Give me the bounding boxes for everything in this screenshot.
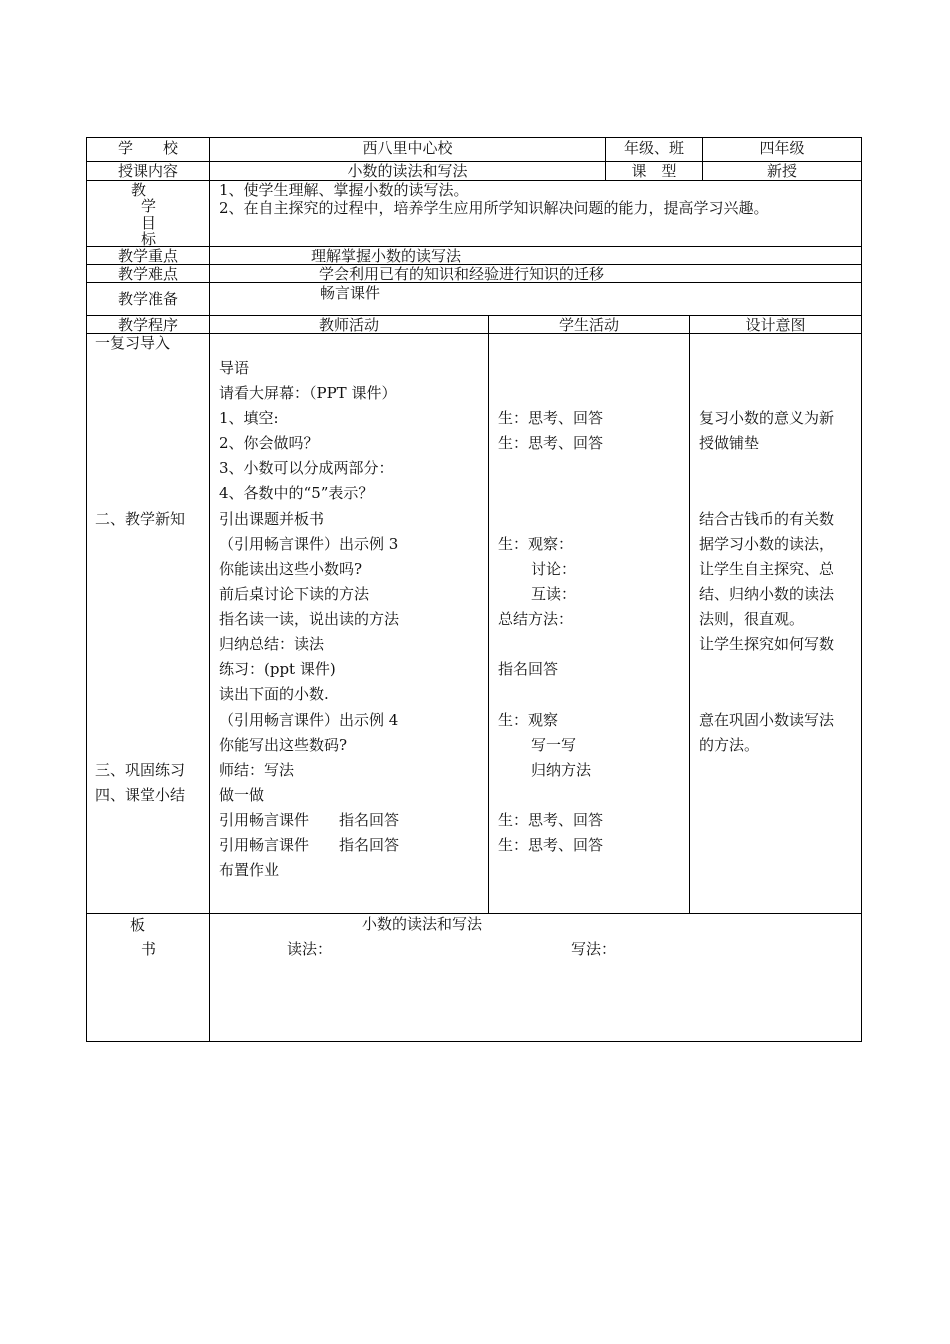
prep-value: 畅言课件 xyxy=(320,284,381,302)
grade-value: 四年级 xyxy=(759,139,805,157)
teacher-line: 引用畅言课件 指名回答 xyxy=(219,836,400,854)
goals-label-char: 标 xyxy=(141,230,157,248)
design-line: 授做铺垫 xyxy=(699,434,760,452)
board-label-char: 板 xyxy=(130,916,146,934)
teacher-line: 指名读一读，说出读的方法 xyxy=(219,610,400,628)
content-label: 授课内容 xyxy=(117,162,178,180)
student-line: 生：观察： xyxy=(498,535,574,553)
table-rule xyxy=(488,315,489,914)
table-rule xyxy=(86,1041,862,1042)
teacher-line: 布置作业 xyxy=(219,861,280,879)
board-label-char: 书 xyxy=(141,940,157,958)
goals-label-char: 学 xyxy=(141,197,157,215)
board-write-label: 写法： xyxy=(571,940,617,958)
teacher-line: 引出课题并板书 xyxy=(219,510,325,528)
teacher-line: 导语 xyxy=(219,359,250,377)
student-line: 互读： xyxy=(531,585,577,603)
difficulty-value: 学会利用已有的知识和经验进行知识的迁移 xyxy=(319,265,605,283)
design-line: 意在巩固小数读写法 xyxy=(699,711,835,729)
column-header-teacher: 教师活动 xyxy=(318,316,379,334)
focus-value: 理解掌握小数的读写法 xyxy=(311,247,462,265)
table-rule xyxy=(209,137,210,1042)
type-label: 课 型 xyxy=(631,162,677,180)
teacher-line: 你能写出这些数码? xyxy=(219,736,348,754)
board-read-label: 读法： xyxy=(287,940,333,958)
design-line: 据学习小数的读法， xyxy=(699,535,835,553)
teacher-line: 你能读出这些小数吗? xyxy=(219,560,363,578)
student-line: 生：思考、回答 xyxy=(498,836,604,854)
board-title: 小数的读法和写法 xyxy=(362,915,483,933)
teacher-line: 读出下面的小数. xyxy=(219,685,329,703)
design-line: 结合古钱币的有关数 xyxy=(699,510,835,528)
stage-label: 三、巩固练习 xyxy=(95,761,186,779)
teacher-line: 1、填空: xyxy=(219,409,279,427)
column-header-design: 设计意图 xyxy=(745,316,806,334)
teacher-line: 练习：(ppt 课件) xyxy=(219,660,336,678)
student-line: 总结方法： xyxy=(498,610,574,628)
design-line: 法则，很直观。 xyxy=(699,610,805,628)
stage-label: 二、教学新知 xyxy=(95,510,186,528)
teacher-line: 请看大屏幕：（PPT 课件） xyxy=(219,384,397,402)
school-value: 西八里中心校 xyxy=(362,139,453,157)
table-rule xyxy=(861,137,862,1042)
student-line: 生：思考、回答 xyxy=(498,811,604,829)
column-header-procedure: 教学程序 xyxy=(117,316,178,334)
design-line: 让学生探究如何写数 xyxy=(699,635,835,653)
goal-item: 2、在自主探究的过程中，培养学生应用所学知识解决问题的能力，提高学习兴趣。 xyxy=(219,199,769,217)
type-value: 新授 xyxy=(766,162,797,180)
teacher-line: 做一做 xyxy=(219,786,265,804)
teacher-line: 师结：写法 xyxy=(219,761,295,779)
stage-label: 一复习导入 xyxy=(95,334,171,352)
table-rule xyxy=(689,315,690,914)
student-line: 生：观察 xyxy=(498,711,559,729)
table-rule xyxy=(86,137,862,138)
column-header-student: 学生活动 xyxy=(558,316,619,334)
content-value: 小数的读法和写法 xyxy=(347,162,468,180)
student-line: 指名回答 xyxy=(498,660,559,678)
student-line: 生：思考、回答 xyxy=(498,434,604,452)
design-line: 让学生自主探究、总 xyxy=(699,560,835,578)
student-line: 写一写 xyxy=(531,736,577,754)
school-label: 学 校 xyxy=(117,139,178,157)
student-line: 生：思考、回答 xyxy=(498,409,604,427)
design-line: 的方法。 xyxy=(699,736,760,754)
grade-label: 年级、班 xyxy=(623,139,684,157)
design-line: 结、归纳小数的读法 xyxy=(699,585,835,603)
teacher-line: 归纳总结：读法 xyxy=(219,635,325,653)
focus-label: 教学重点 xyxy=(117,247,178,265)
teacher-line: 3、小数可以分成两部分： xyxy=(219,459,394,477)
teacher-line: （引用畅言课件）出示例 4 xyxy=(219,711,399,729)
teacher-line: 引用畅言课件 指名回答 xyxy=(219,811,400,829)
difficulty-label: 教学难点 xyxy=(117,265,178,283)
stage-label: 四、课堂小结 xyxy=(95,786,186,804)
teacher-line: 4、各数中的“5”表示？ xyxy=(219,484,374,502)
goal-item: 1、使学生理解、掌握小数的读写法。 xyxy=(219,181,469,199)
table-rule xyxy=(86,180,862,181)
prep-label: 教学准备 xyxy=(117,290,178,308)
teacher-line: （引用畅言课件）出示例 3 xyxy=(219,535,399,553)
teacher-line: 2、你会做吗？ xyxy=(219,434,319,452)
goals-label-char: 教 xyxy=(131,181,147,199)
goals-label-char: 目 xyxy=(141,214,157,232)
student-line: 讨论： xyxy=(531,560,577,578)
table-rule xyxy=(86,913,862,914)
design-line: 复习小数的意义为新 xyxy=(699,409,835,427)
student-line: 归纳方法 xyxy=(531,761,592,779)
teacher-line: 前后桌讨论下读的方法 xyxy=(219,585,370,603)
